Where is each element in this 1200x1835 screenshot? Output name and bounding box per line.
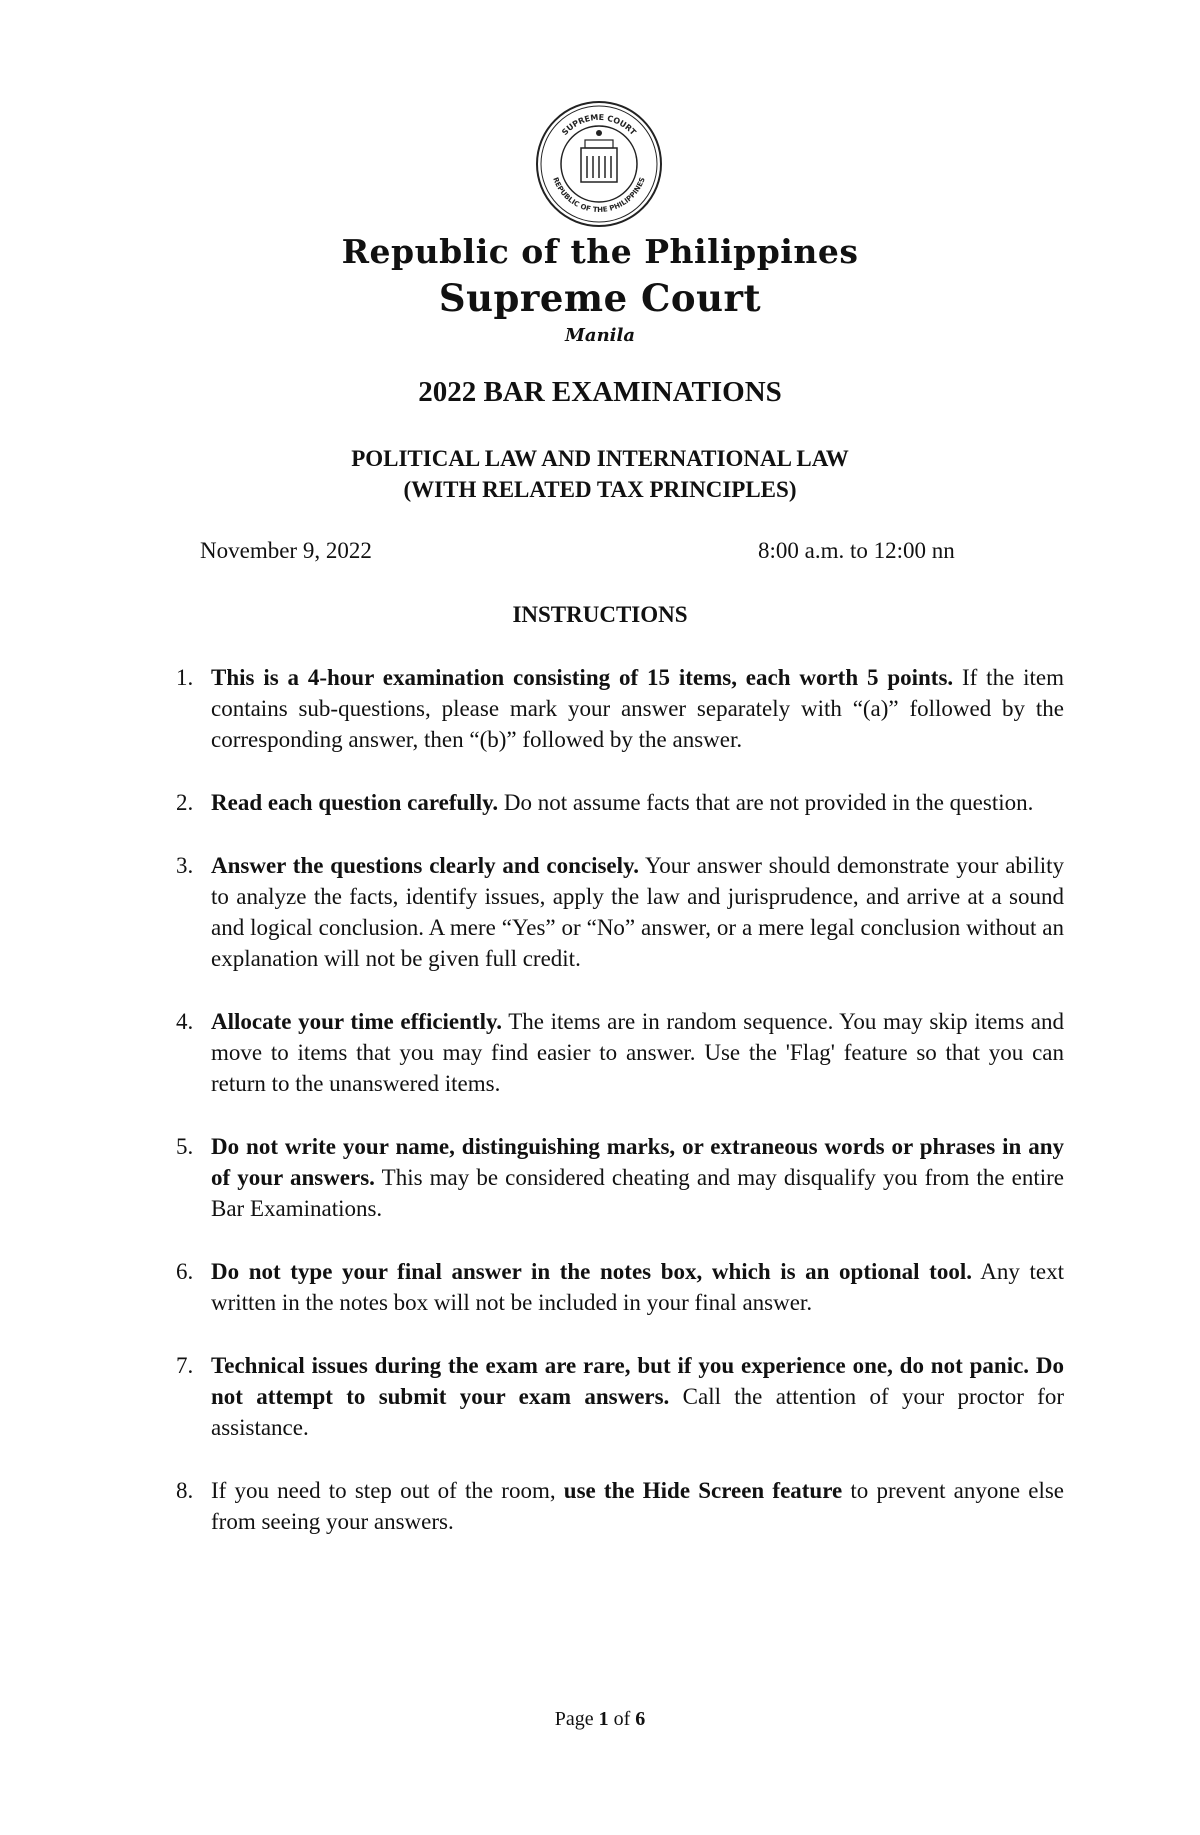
instruction-number: 7. [176,1353,194,1378]
instruction-text: This may be considered cheating and may disqualify you from the entire Bar Examinations. [211,1165,1064,1221]
page-word: Page [554,1708,594,1730]
instruction-text: Call the attention of your proctor for assistance. [211,1384,1064,1440]
exam-title: 2022 BAR EXAMINATIONS [418,376,782,408]
header-republic: Republic of the Philippines [341,232,859,271]
of-word: of [613,1708,631,1730]
header-city: Manila [564,325,635,346]
instruction-number: 4. [176,1009,194,1034]
instruction-lead: Read each question carefully. [211,790,499,815]
instruction-item [176,1350,1064,1443]
page-number: 1 [598,1708,609,1730]
instruction-text: Your answer should demonstrate your ability to analyze the facts, identify issues, apply the law and jurisprudence, and arrive at a sound and logical conclusion. A mere “Yes” or “No” answer, or a mere legal conclusion without an explanation will not be given full credit. [211,853,1064,971]
instruction-item [176,1475,1064,1537]
instruction-number: 1. [176,665,194,690]
instruction-item [176,1131,1064,1224]
instruction-item [176,1006,1064,1099]
instructions-list [176,662,1064,1569]
instruction-text: The items are in random sequence. You may skip items and move to items that you may find easier to answer. Use the 'Flag' feature so that you can return to the unanswered items. [211,1009,1065,1096]
instruction-pre: If you need to step out of the room, [211,1478,556,1503]
instruction-lead: Technical issues during the exam are rare, but if you experience one, do not panic. Do not attempt to submit your exam answers. [211,1353,1064,1409]
seal-text-top: SUPREME COURT [560,112,638,137]
instruction-lead: This is a 4-hour examination consisting of 15 items, each worth 5 points. [211,665,954,690]
instruction-item [176,787,1064,818]
instruction-text: Do not assume facts that are not provided in the question. [503,790,1034,815]
seal-text-bottom: REPUBLIC OF THE PHILIPPINES [551,176,647,215]
instruction-item [176,850,1064,974]
supreme-court-seal [535,100,663,228]
instruction-text: If the item contains sub-questions, please mark your answer separately with “(a)” followed by the corresponding answer, then “(b)” followed by the answer. [211,665,1065,752]
instruction-item [176,1256,1064,1318]
instruction-item [176,662,1064,755]
instruction-text: to prevent anyone else from seeing your answers. [211,1478,1065,1534]
page-total: 6 [635,1708,646,1730]
instruction-lead: use the Hide Screen feature [563,1478,843,1503]
exam-date: November 9, 2022 [200,538,372,563]
instruction-number: 5. [176,1134,194,1159]
header-court: Supreme Court [438,276,762,320]
instruction-lead: Do not type your final answer in the notes box, which is an optional tool. [211,1259,972,1284]
instruction-lead: Answer the questions clearly and concisely. [211,853,639,878]
exam-time: 8:00 a.m. to 12:00 nn [758,538,955,563]
exam-subject-line2: (WITH RELATED TAX PRINCIPLES) [403,477,797,502]
instruction-text: Any text written in the notes box will not be included in your final answer. [211,1259,1064,1315]
instruction-number: 2. [176,790,194,815]
exam-subject-line1: POLITICAL LAW AND INTERNATIONAL LAW [351,446,849,471]
instruction-number: 8. [176,1478,194,1503]
instruction-lead: Allocate your time efficiently. [211,1009,502,1034]
instructions-heading: INSTRUCTIONS [512,602,688,627]
instruction-lead: Do not write your name, distinguishing marks, or extraneous words or phrases in any of your answers. [211,1134,1064,1190]
page-footer [0,1708,1200,1731]
instruction-number: 6. [176,1259,194,1284]
instruction-number: 3. [176,853,194,878]
